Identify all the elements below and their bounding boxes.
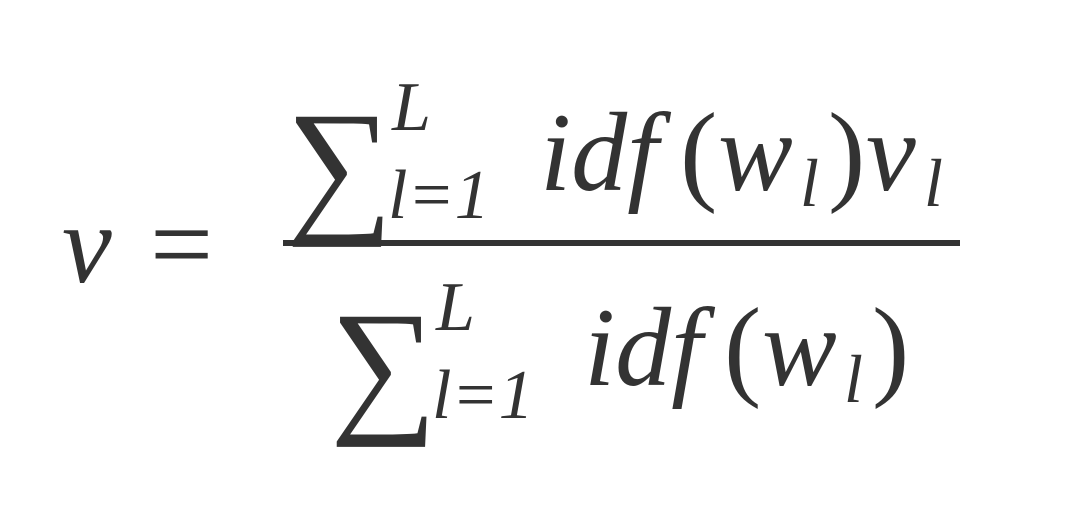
denominator-upper-limit: L — [436, 269, 475, 346]
denominator-lower-limit: l=1 — [432, 357, 534, 434]
numerator-arg-subscript: l — [800, 145, 819, 221]
equals-sign: = — [150, 183, 214, 307]
numerator-upper-limit: L — [392, 69, 431, 146]
numerator-arg-w: w — [718, 91, 793, 215]
denominator-arg-w: w — [762, 286, 837, 410]
numerator-sum-symbol: ∑ — [286, 82, 393, 248]
numerator-function-idf: idf — [540, 91, 659, 215]
numerator-vector-v: v — [866, 91, 916, 215]
denominator-function-idf: idf — [584, 286, 703, 410]
denominator-arg-subscript: l — [844, 341, 863, 417]
lhs-variable: v — [62, 183, 112, 307]
denominator-close-paren: ) — [872, 286, 910, 410]
numerator-close-paren: ) — [828, 91, 866, 215]
denominator-sum-symbol: ∑ — [330, 282, 437, 448]
denominator-open-paren: ( — [724, 286, 762, 410]
numerator-vector-subscript: l — [924, 145, 943, 221]
numerator-lower-limit: l=1 — [388, 157, 490, 234]
numerator-open-paren: ( — [680, 91, 718, 215]
